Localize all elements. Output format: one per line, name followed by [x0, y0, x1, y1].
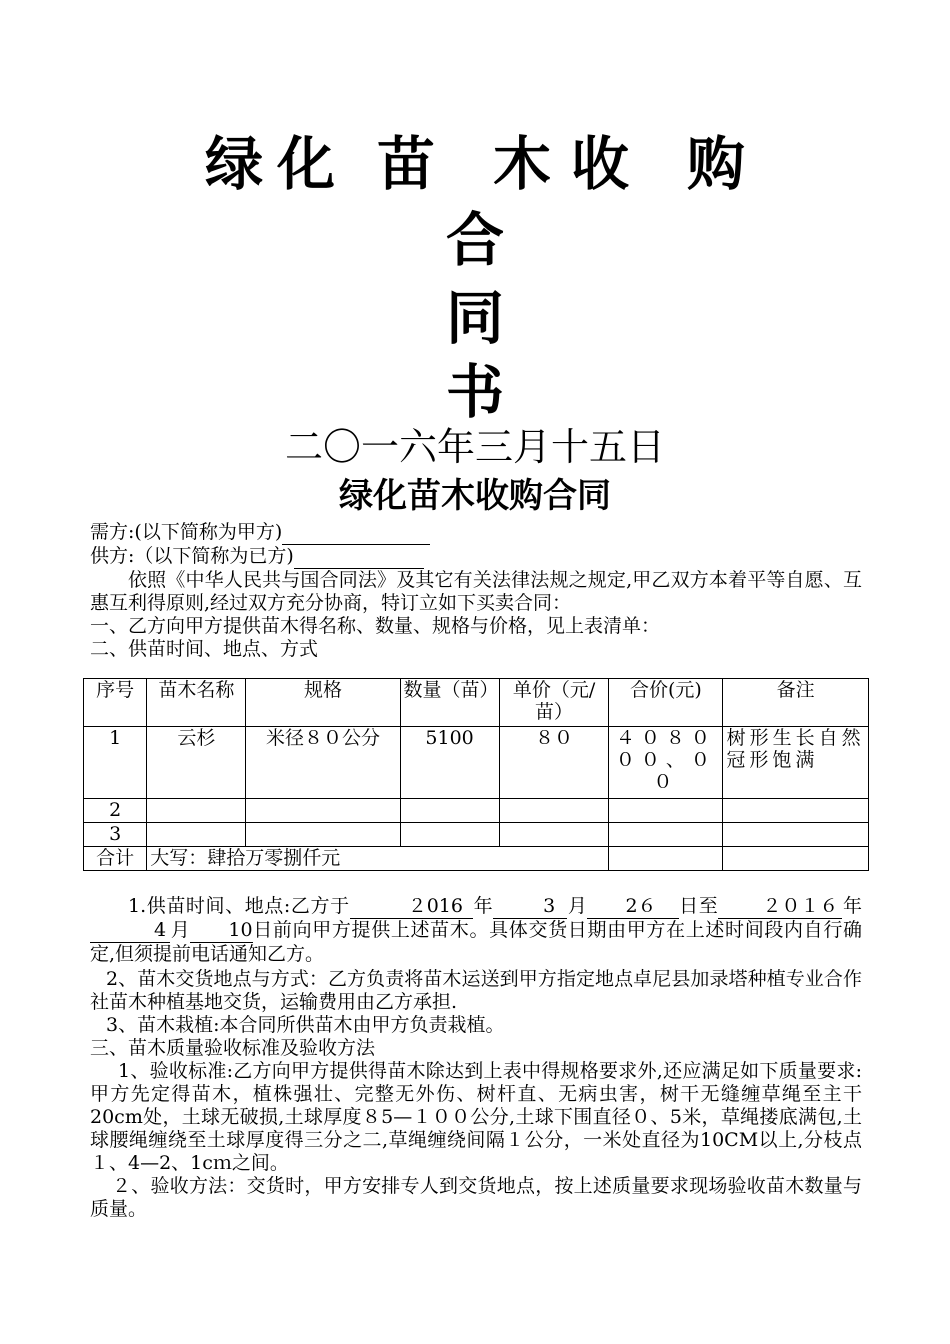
- section-1-heading: 一、乙方向甲方提供苗木得名称、数量、规格与价格，见上表清单：: [90, 615, 661, 637]
- col-header-index: 序号: [84, 679, 147, 727]
- start-month: 3: [493, 895, 567, 919]
- cell-empty: [147, 799, 246, 823]
- day-unit: 日至: [678, 895, 719, 917]
- cover-title-line-1: [0, 128, 950, 200]
- month-unit: 月: [567, 895, 588, 917]
- year-unit: 年: [842, 895, 862, 917]
- cell-empty: [400, 799, 499, 823]
- clause-3: 3、苗木栽植:本合同所供苗木由甲方负责栽植。: [106, 1014, 505, 1036]
- cover-title-char: 化: [276, 130, 335, 198]
- section-3-heading: 三、苗木质量验收标准及验收方法: [90, 1037, 376, 1059]
- cell-name: 云杉: [147, 727, 246, 799]
- end-day: 10: [190, 919, 252, 943]
- cell-empty: [147, 823, 246, 847]
- cover-title-char: 购: [687, 130, 746, 198]
- end-month: 4: [90, 919, 170, 943]
- cell-empty: [246, 823, 400, 847]
- cover-title-line-3: 同: [445, 284, 504, 352]
- table-total-row: [84, 847, 869, 871]
- quality-standard: 1、验收标准:乙方向甲方提供得苗木除达到上表中得规格要求外,还应满足如下质量要求:甲方先定得苗木，植株强壮、完整无外伤、树杆直、无病虫害，树干无缝缠草绳至主干20cm处，土球无破损,土球厚度８5—１００公分,土球下围直径０、5米，草绳搂底满包,土球腰绳缠绕至土球厚度得三分之二,草绳缠绕间隔１公分，一米处直径为10CM以上,分枝点１、4—2、1cｍ之间。: [90, 1060, 862, 1174]
- cell-index: 2: [84, 799, 147, 823]
- col-header-total-price: 合价(元): [609, 679, 723, 727]
- cell-quantity: 5100: [400, 727, 499, 799]
- cover-title-line-2: 合: [445, 206, 504, 274]
- cover-title-char: 木: [493, 130, 552, 198]
- section-2-heading: 二、供苗时间、地点、方式: [90, 638, 319, 660]
- col-header-quantity: 数量（苗）: [400, 679, 499, 727]
- cover-title-line-4: 书: [445, 358, 504, 426]
- table-header-row: [84, 679, 869, 727]
- table-row: [84, 799, 869, 823]
- cell-unit-price: ８０: [499, 727, 609, 799]
- cell-empty: [400, 823, 499, 847]
- cover-title-char: 苗: [376, 130, 435, 198]
- cell-empty: [723, 847, 869, 871]
- cell-remark: 树形生长自然冠形饱满: [723, 727, 869, 799]
- cell-empty: [609, 799, 723, 823]
- start-year: ２016: [350, 895, 473, 919]
- cell-empty: [499, 823, 609, 847]
- cell-spec: 米径８０公分: [246, 727, 400, 799]
- quality-method: ２、验收方法：交货时，甲方安排专人到交货地点，按上述质量要求现场验收苗木数量与质量。: [90, 1175, 862, 1220]
- col-header-spec: 规格: [246, 679, 400, 727]
- col-header-remark: 备注: [723, 679, 869, 727]
- clause-1-suffix: 日前向甲方提供上述苗木。具体交货日期由甲方在上述时间段内自行确定,但须提前电话通知乙方。: [90, 919, 862, 965]
- buyer-line: [90, 521, 862, 545]
- contract-clauses: [90, 895, 862, 1221]
- table-row: [84, 727, 869, 799]
- clause-1-prefix: 1.供苗时间、地点:乙方于: [128, 895, 350, 917]
- cell-index: 1: [84, 727, 147, 799]
- clause-2: 2、苗木交货地点与方式：乙方负责将苗木运送到甲方指定地点卓尼县加录塔种植专业合作社苗木种植基地交货，运输费用由乙方承担.: [90, 968, 862, 1013]
- supplier-line: [90, 545, 862, 569]
- year-unit: 年: [472, 895, 494, 917]
- cover-date: 二〇一六年三月十五日: [284, 425, 665, 469]
- total-amount-words: 大写：肆拾万零捌仟元: [147, 847, 609, 871]
- col-header-unit-price: 单价（元/苗）: [499, 679, 609, 727]
- col-header-name: 苗木名称: [147, 679, 246, 727]
- intro-paragraph: 依照《中华人民共与国合同法》及其它有关法律法规之规定,甲乙双方本着平等自愿、互惠互利得原则,经过双方充分协商，特订立如下买卖合同：: [90, 569, 862, 614]
- clause-1: [90, 895, 862, 966]
- month-unit: 月: [170, 919, 191, 941]
- buyer-name-blank[interactable]: [282, 521, 430, 545]
- cell-empty: [609, 847, 723, 871]
- end-year: ２０１６: [718, 895, 842, 919]
- buyer-label: 需方:(以下简称为甲方): [90, 521, 283, 543]
- cell-total-price: ４０８０００、００: [609, 727, 723, 799]
- table-row: [84, 823, 869, 847]
- total-label: 合计: [84, 847, 147, 871]
- contract-preamble: [90, 521, 862, 661]
- supplier-label: 供方:（以下简称为已方): [90, 545, 294, 567]
- cell-empty: [723, 799, 869, 823]
- cell-empty: [246, 799, 400, 823]
- cover-title-char: 收: [571, 130, 630, 198]
- cell-empty: [499, 799, 609, 823]
- supplier-name-blank[interactable]: [294, 545, 424, 569]
- contract-title: 绿化苗木收购合同: [339, 476, 611, 516]
- seedling-table: [83, 678, 869, 871]
- cover-title-char: 绿: [204, 130, 263, 198]
- start-day: 2６: [587, 895, 678, 919]
- cell-empty: [609, 823, 723, 847]
- cell-empty: [723, 823, 869, 847]
- cell-index: 3: [84, 823, 147, 847]
